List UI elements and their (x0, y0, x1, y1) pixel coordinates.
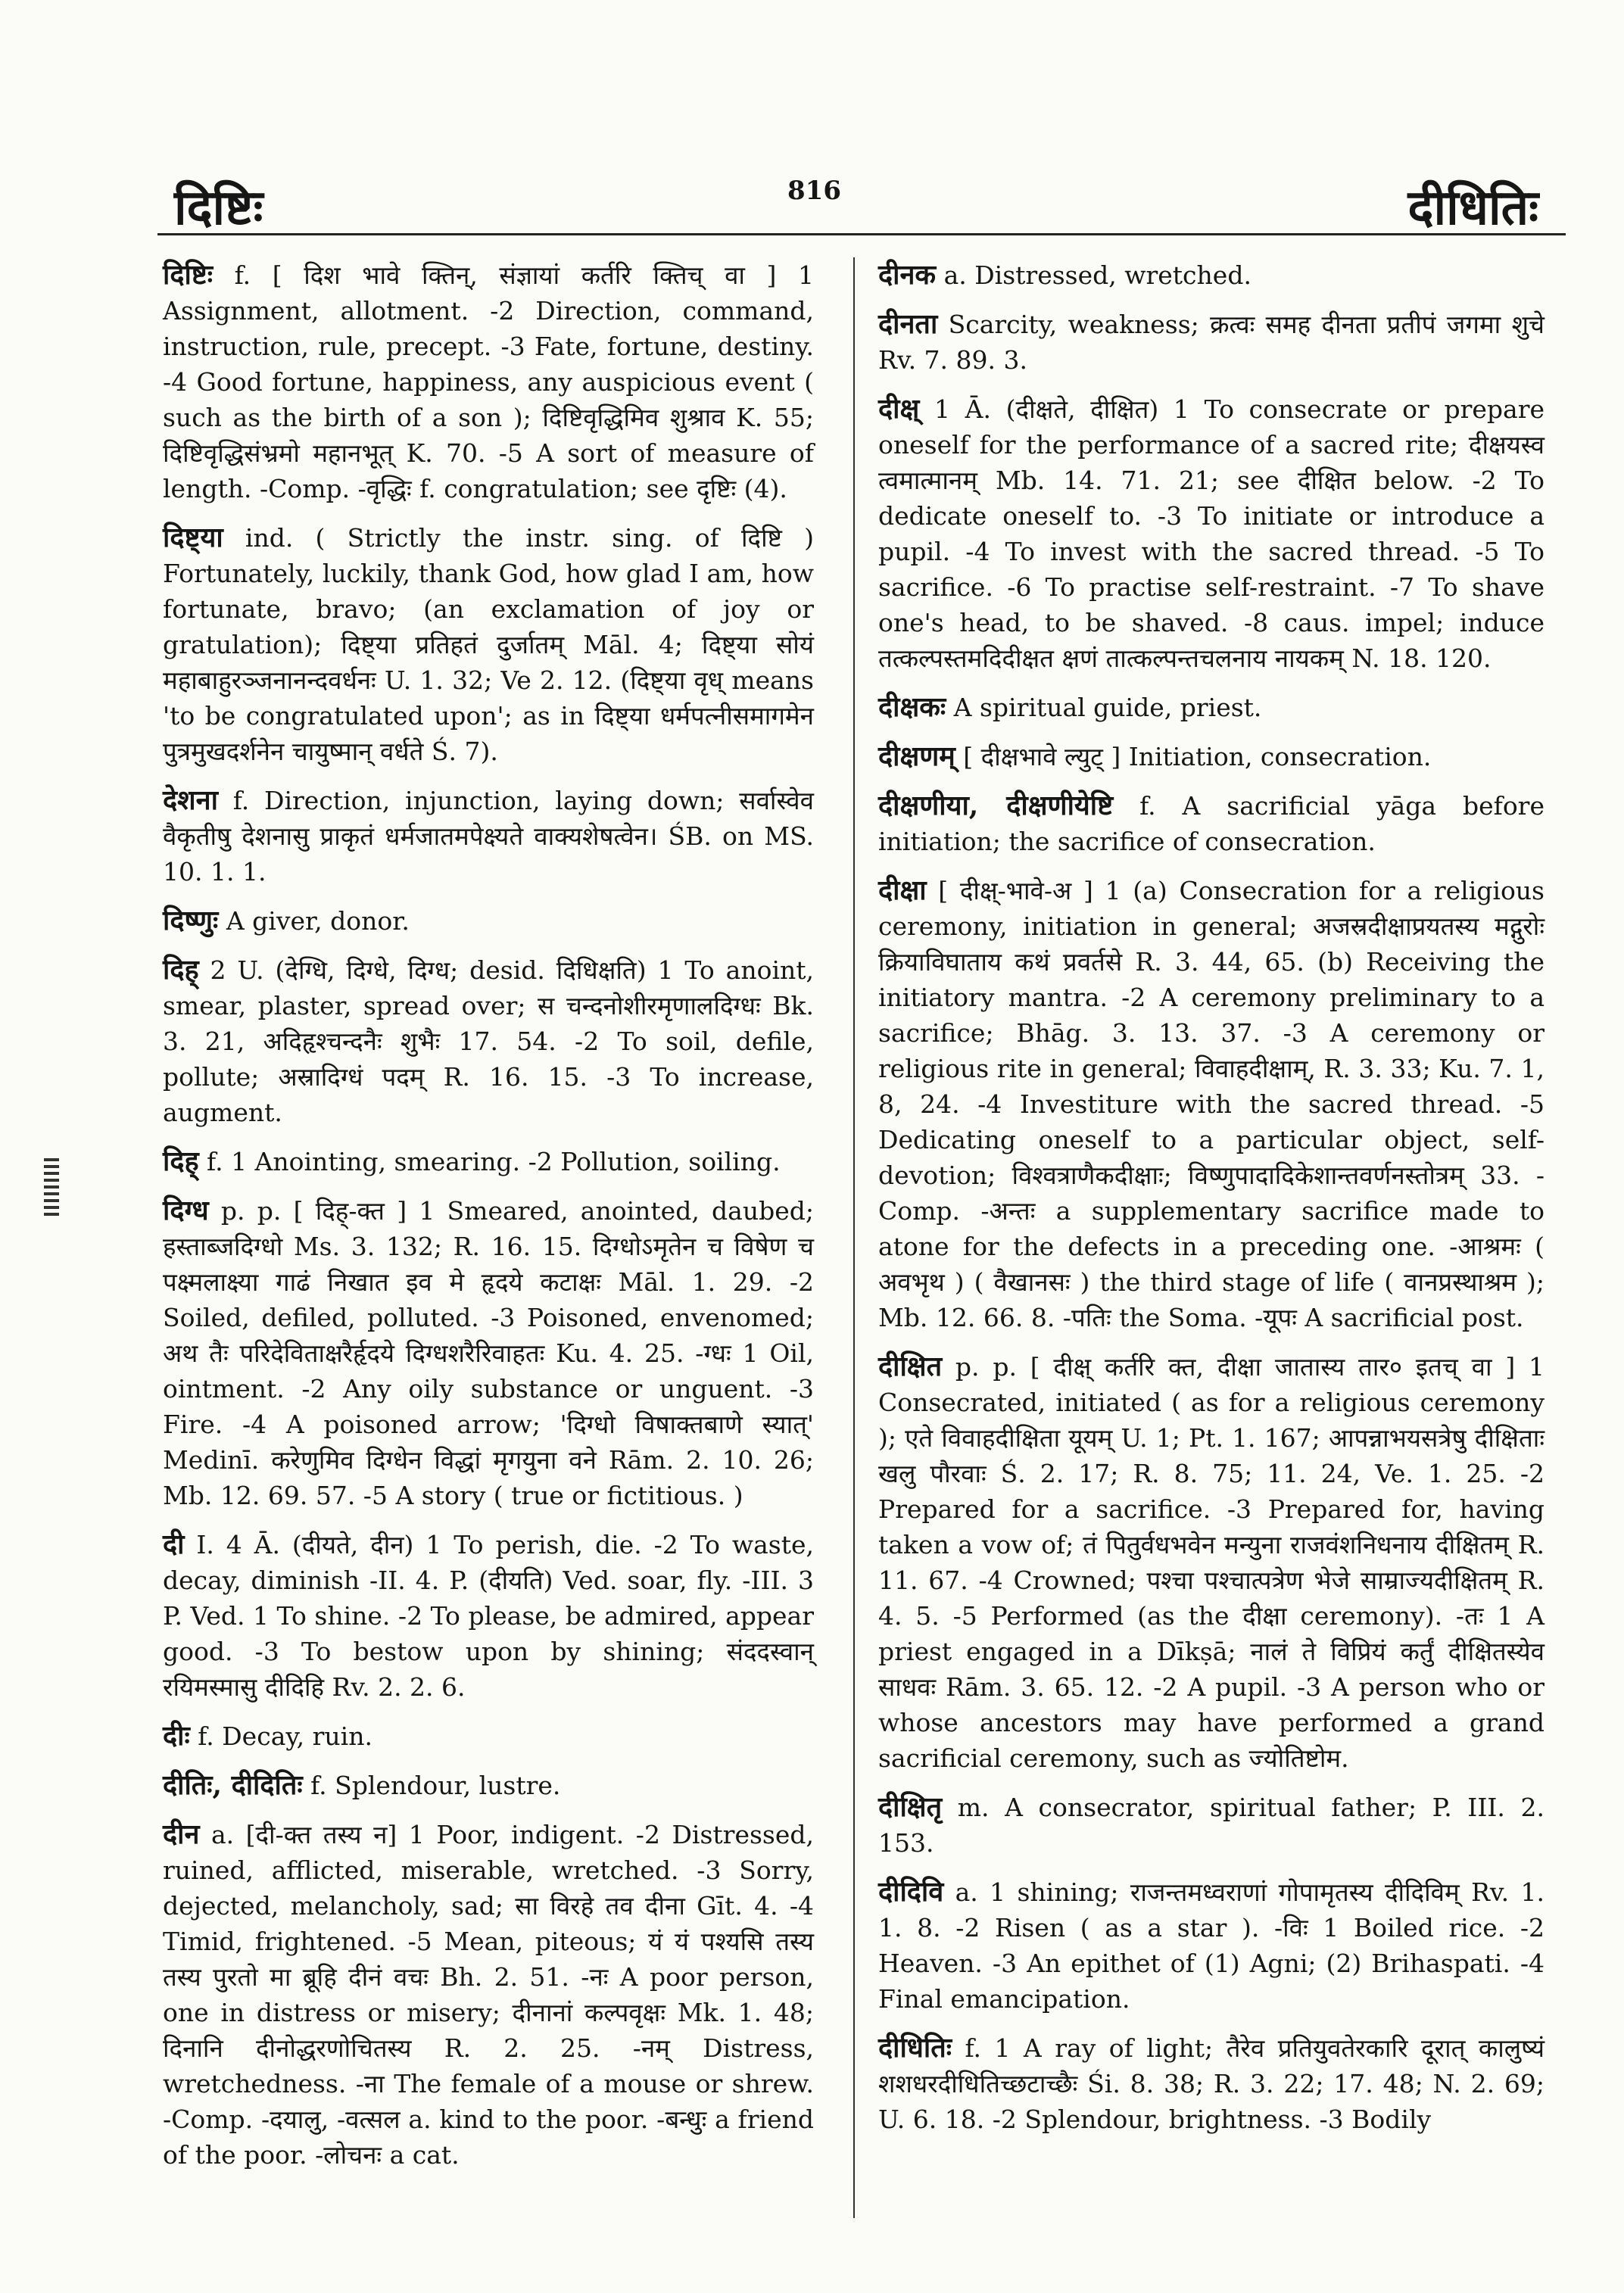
entry (878, 873, 1545, 1335)
entry (163, 1144, 814, 1179)
headword: दीतिः, दीदितिः (163, 1769, 303, 1801)
entry (878, 2030, 1545, 2137)
definition: f. 1 Anointing, smearing. -2 Pollution, soiling. (198, 1147, 781, 1176)
headword: दीन (163, 1818, 200, 1850)
definition: f. Direction, injunction, laying down; सर्वास्वेव वैकृतीषु देशनासु प्राकृतं धर्मजातमपेक्ष्यते वाक्यशेषत्वेन। ŚB. on MS. 10. 1. 1. (163, 786, 814, 886)
entry (163, 1817, 814, 2173)
headword: दिष्णुः (163, 905, 219, 936)
definition: p. p. [ दीक्ष् कर्तरि क्त, दीक्षा जातास्य तार० इतच् वा ] 1 Consecrated, initiated ( as for a religious ceremony ); एते विवाहदीक्षिता यूयम् U. 1; Pt. 1. 167; आपन्नाभयसत्रेषु दीक्षिताः खलु पौरवाः Ś. 2. 17; R. 8. 75; 11. 24, Ve. 1. 25. -2 Prepared for a sacrifice. -3 Prepared for, having taken a vow of; तं पितुर्वधभवेन मन्युना राजवंशनिधनाय दीक्षितम् R. 11. 67. -4 Crowned; पश्चा पश्चात्पत्रेण भेजे साम्राज्यदीक्षितम् R. 4. 5. -5 Performed (as the दीक्षा ceremony). -तः 1 A priest engaged in a Dīkṣā; नालं ते विप्रियं कर्तुं दीक्षितस्येव साधवः Rām. 3. 65. 12. -2 A pupil. -3 A person who or whose ancestors may have performed a grand sacrificial ceremony, such as ज्योतिष्टोम. (878, 1352, 1545, 1773)
definition: ind. ( Strictly the instr. sing. of दिष्टि ) Fortunately, luckily, thank God, how glad I am, how fortunate, bravo; (an exclamation of joy or gratulation); दिष्ट्या प्रतिहतं दुर्जातम् Māl. 4; दिष्ट्या सोयं महाबाहुरञ्जनानन्दवर्धनः U. 1. 32; Ve 2. 12. (दिष्ट्या वृध् means 'to be congratulated upon'; as in दिष्ट्या धर्मपत्नीसमागमेन पुत्रमुखदर्शनेन चायुष्मान् वर्धते Ś. 7). (163, 523, 814, 766)
definition: f. [ दिश भावे क्तिन्, संज्ञायां कर्तरि क्तिच् वा ] 1 Assignment, allotment. -2 Direction, command, instruction, rule, precept. -3 Fate, fortune, destiny. -4 Good fortune, happiness, any auspicious event ( such as the birth of a son ); दिष्टिवृद्धिमिव शुश्राव K. 55; दिष्टिवृद्धिसंभ्रमो महानभूत् K. 70. -5 A sort of measure of length. -Comp. -वृद्धिः f. congratulation; see दृष्टिः (4). (163, 260, 814, 503)
definition: 2 U. (देग्धि, दिग्धे, दिग्ध; desid. दिधिक्षति) 1 To anoint, smear, plaster, spread over; स चन्दनोशीरमृणालदिग्धः Bk. 3. 21, अदिहृश्चन्दनैः शुभैः 17. 54. -2 To soil, defile, pollute; अस्रादिग्धं पदम् R. 16. 15. -3 To increase, augment. (163, 955, 814, 1127)
definition: Scarcity, weakness; क्रत्वः समह दीनता प्रतीपं जगमा शुचे Rv. 7. 89. 3. (878, 310, 1545, 375)
header-right-word: दीधितिः (1407, 179, 1538, 236)
entry (163, 903, 814, 939)
definition: a. Distressed, wretched. (936, 260, 1252, 290)
header-rule (157, 233, 1566, 235)
entry (163, 520, 814, 769)
headword: दीक्षितृ (878, 1791, 943, 1823)
headword: दीदिवि (878, 1876, 944, 1908)
header-left-word: दिष्टिः (174, 179, 263, 236)
page-number: 816 (787, 176, 841, 206)
entry (878, 1874, 1545, 2017)
entry (878, 257, 1545, 293)
headword: दीः (163, 1720, 190, 1752)
headword: दीनक (878, 259, 937, 291)
headword: दिष्ट्या (163, 522, 223, 553)
headword: दी (163, 1528, 185, 1560)
definition: a. 1 shining; राजन्तमध्वराणां गोपामृतस्य दीदिविम् Rv. 1. 1. 8. -2 Risen ( as a star ). -विः 1 Boiled rice. -2 Heaven. -3 An epithet of (1) Agni; (2) Brihaspati. -4 Final emancipation. (878, 1877, 1545, 2014)
entry (878, 788, 1545, 859)
entry (878, 1349, 1545, 1776)
entry (163, 1768, 814, 1803)
definition: [ दीक्षभावे ल्युट् ] Initiation, consecration. (955, 742, 1432, 771)
entry (163, 1193, 814, 1513)
definition: p. p. [ दिह्-क्त ] 1 Smeared, anointed, daubed; हस्ताब्जदिग्धो Ms. 3. 132; R. 16. 15. दिग्धोऽमृतेन च विषेण च पक्ष्मलाक्ष्या गाढं निखात इव मे हृदये कटाक्षः Māl. 1. 29. -2 Soiled, defiled, polluted. -3 Poisoned, envenomed; अथ तैः परिदेविताक्षरैर्हृदये दिग्धशरैरिवाहतः Ku. 4. 25. -ग्धः 1 Oil, ointment. -2 Any oily substance or unguent. -3 Fire. -4 A poisoned arrow; 'दिग्धो विषाक्तबाणे स्यात्' Medinī. करेणुमिव दिग्धेन विद्धां मृगयुना वने Rām. 2. 10. 26; Mb. 12. 69. 57. -5 A story ( true or fictitious. ) (163, 1196, 814, 1510)
definition: 1 Ā. (दीक्षते, दीक्षित) 1 To consecrate or prepare oneself for the performance of a sacred rite; दीक्षयस्व त्वमात्मानम् Mb. 14. 71. 21; see दीक्षित below. -2 To dedicate oneself to. -3 To initiate or introduce a pupil. -4 To invest with the sacred thread. -5 To sacrifice. -6 To practise self-restraint. -7 To shave one's head, to be shaved. -8 caus. impel; induce तत्कल्पस्तमदिदीक्षत क्षणं तात्कल्पन्तचलनाय नायकम् N. 18. 120. (878, 394, 1545, 673)
headword: दीक्षित (878, 1351, 943, 1382)
headword: दिह् (163, 1145, 199, 1177)
definition: f. 1 A ray of light; तैरेव प्रतियुवतेरकारि दूरात् कालुष्यं शशधरदीधितिच्छटाच्छैः Śi. 8. 38; R. 3. 22; 17. 48; N. 2. 69; U. 6. 18. -2 Splendour, brightness. -3 Bodily (878, 2033, 1545, 2134)
entry (878, 690, 1545, 725)
right-column (878, 257, 1545, 2151)
definition: A giver, donor. (218, 906, 410, 936)
headword: दीनता (878, 308, 938, 340)
headword: दीधितिः (878, 2032, 952, 2064)
headword: दीक्ष् (878, 393, 920, 425)
definition: f. Splendour, lustre. (302, 1771, 561, 1800)
headword: दीक्षणम् (878, 740, 955, 772)
headword: दिह् (163, 954, 199, 986)
page-header (0, 0, 1624, 236)
headword: दीक्षा (878, 874, 927, 906)
definition: I. 4 Ā. (दीयते, दीन) 1 To perish, die. -2 To waste, decay, diminish -II. 4. P. (दीयति) Ved. soar, fly. -III. 3 P. Ved. 1 To shine. -2 To please, be admired, appear good. -3 To bestow upon by shining; संददस्वान् रयिमस्मासु दीदिहि Rv. 2. 2. 6. (163, 1530, 814, 1702)
entry (163, 783, 814, 889)
headword: दिष्टिः (163, 259, 214, 291)
entry (878, 391, 1545, 676)
entry (163, 1718, 814, 1754)
headword: दिग्ध (163, 1195, 209, 1226)
entry (163, 1527, 814, 1705)
headword: देशना (163, 784, 218, 816)
entry (878, 1790, 1545, 1861)
definition: a. [दी-क्त तस्य न] 1 Poor, indigent. -2 Distressed, ruined, afflicted, miserable, wretched. -3 Sorry, dejected, melancholy, sad; सा विरहे तव दीना Gīt. 4. -4 Timid, frightened. -5 Mean, piteous; यं यं पश्यसि तस्य तस्य पुरतो मा ब्रूहि दीनं वचः Bh. 2. 51. -नः A poor person, one in distress or misery; दीनानां कल्पवृक्षः Mk. 1. 48; दिनानि दीनोद्धरणोचितस्य R. 2. 25. -नम् Distress, wretchedness. -ना The female of a mouse or shrew. -Comp. -दयालु, -वत्सल a. kind to the poor. -बन्धुः a friend of the poor. -लोचनः a cat. (163, 1820, 814, 2170)
definition: A spiritual guide, priest. (946, 693, 1262, 722)
entry (163, 952, 814, 1130)
headword: दीक्षणीया, दीक्षणीयेष्टि (878, 790, 1114, 821)
binding-mark (44, 1158, 59, 1219)
definition: [ दीक्ष्-भावे-अ ] 1 (a) Consecration for a religious ceremony, initiation in general; अजस्रदीक्षाप्रयतस्य मद्गुरोः क्रियाविघाताय कथं प्रवर्तसे R. 3. 44, 65. (b) Receiving the initiatory mantra. -2 A ceremony preliminary to a sacrifice; Bhāg. 3. 13. 37. -3 A ceremony or religious rite in general; विवाहदीक्षाम्, R. 3. 33; Ku. 7. 1, 8, 24. -4 Investiture with the sacred thread. -5 Dedicating oneself to a particular object, self-devotion; विश्वत्राणैकदीक्षाः; विष्णुपादादिकेशान्तवर्णनस्तोत्रम् 33. -Comp. -अन्तः a supplementary sacrifice made to atone for the defects in a preceding one. -आश्रमः ( अवभृथ ) ( वैखानसः ) the third stage of life ( वानप्रस्थाश्रम ); Mb. 12. 66. 8. -पतिः the Soma. -यूपः A sacrificial post. (878, 876, 1545, 1332)
definition: m. A consecrator, spiritual father; P. III. 2. 153. (878, 1793, 1545, 1858)
definition: f. Decay, ruin. (189, 1721, 372, 1751)
left-column (163, 257, 814, 2186)
column-divider (853, 257, 855, 2218)
entry (878, 739, 1545, 774)
headword: दीक्षकः (878, 691, 946, 723)
entry (878, 307, 1545, 378)
definition: f. A sacrificial yāga before initiation; the sacrifice of consecration. (878, 791, 1545, 856)
entry (163, 257, 814, 506)
